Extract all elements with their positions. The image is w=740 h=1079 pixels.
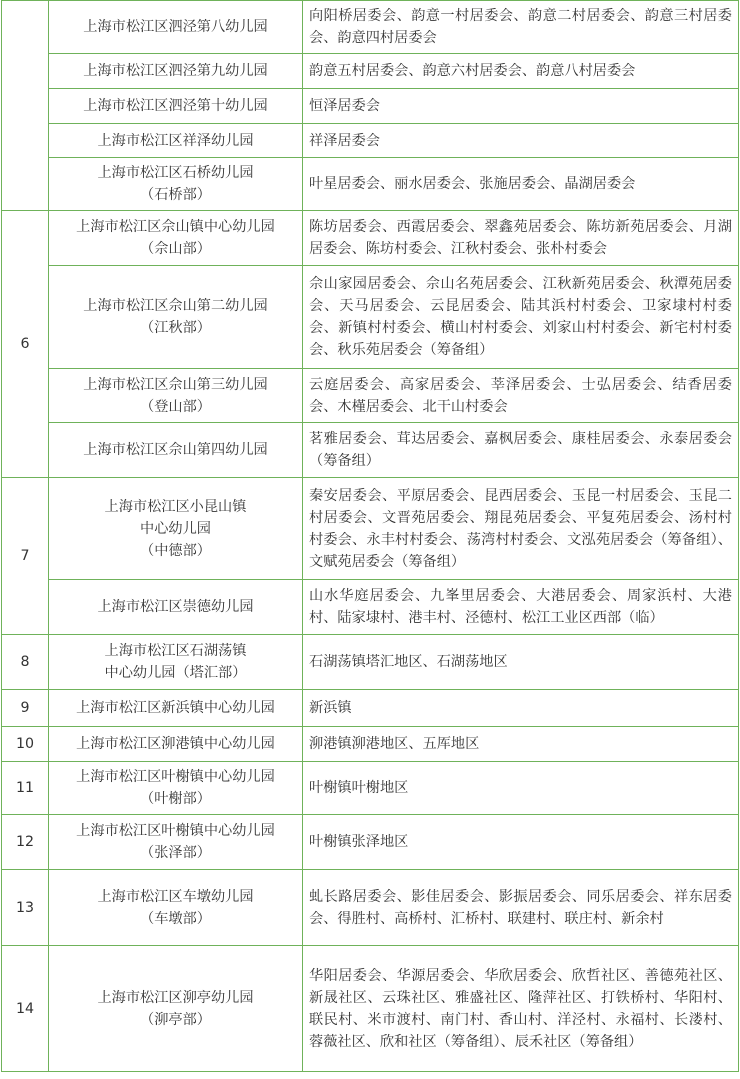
kindergarten-name-cell (49, 423, 303, 478)
kindergarten-name: 上海市松江区崇德幼儿园 (97, 599, 254, 615)
group-number-cell: 7 (2, 478, 49, 635)
group-number-cell: 6 (2, 211, 49, 478)
group-number-cell: 11 (2, 762, 49, 815)
kindergarten-name-cell (49, 369, 303, 423)
district-area-cell: 新浜镇 (303, 690, 739, 727)
district-area-cell: 山水华庭居委会、九峯里居委会、大港居委会、周家浜村、大港村、陆家埭村、港丰村、泾德村、松江工业区西部（临） (303, 580, 739, 635)
table-row (2, 158, 739, 211)
district-area-cell: 祥泽居委会 (303, 124, 739, 158)
table-row (2, 266, 739, 369)
table-row (2, 580, 739, 635)
kindergarten-name: 上海市松江区石桥幼儿园 （石桥部） (97, 165, 254, 203)
district-area-cell: 泖港镇泖港地区、五厍地区 (303, 727, 739, 762)
district-area-cell: 茗雅居委会、茸达居委会、嘉枫居委会、康桂居委会、永泰居委会（筹备组） (303, 423, 739, 478)
district-area-cell: 叶榭镇张泽地区 (303, 815, 739, 870)
district-area-cell: 秦安居委会、平原居委会、昆西居委会、玉昆一村居委会、玉昆二村居委会、文晋苑居委会、翔昆苑居委会、平复苑居委会、汤村村村委会、永丰村村委会、荡湾村村委会、文泓苑居委会（筹备组）、文赋苑居委会（筹备组） (303, 478, 739, 580)
district-area-cell: 华阳居委会、华源居委会、华欣居委会、欣哲社区、善德苑社区、新晟社区、云珠社区、雅盛社区、隆萍社区、打铁桥村、华阳村、联民村、米市渡村、南门村、香山村、洋泾村、永福村、长溇村、蓉薇社区、欣和社区（筹备组）、辰禾社区（筹备组） (303, 946, 739, 1072)
district-area-cell: 叶榭镇叶榭地区 (303, 762, 739, 815)
district-area-cell: 叶星居委会、丽水居委会、张施居委会、晶湖居委会 (303, 158, 739, 211)
kindergarten-name: 上海市松江区车墩幼儿园 （车墩部） (97, 888, 254, 927)
district-area-cell: 云庭居委会、高家居委会、莘泽居委会、士弘居委会、结香居委会、木槿居委会、北干山村委会 (303, 369, 739, 423)
table-row (2, 423, 739, 478)
kindergarten-name: 上海市松江区泗泾第九幼儿园 (83, 63, 268, 79)
kindergarten-name-cell (49, 690, 303, 727)
kindergarten-name-cell (49, 89, 303, 124)
table-body (2, 1, 739, 1072)
table-row (2, 762, 739, 815)
school-district-table (1, 0, 739, 1072)
kindergarten-name: 上海市松江区佘山第四幼儿园 (83, 442, 268, 458)
kindergarten-name: 上海市松江区祥泽幼儿园 (97, 132, 254, 149)
kindergarten-name: 上海市松江区小昆山镇 中心幼儿园 （中德部） (104, 498, 247, 559)
kindergarten-name: 上海市松江区叶榭镇中心幼儿园 （叶榭部） (76, 769, 275, 807)
kindergarten-name: 上海市松江区泗泾第八幼儿园 (83, 19, 268, 35)
table-row (2, 690, 739, 727)
kindergarten-name: 上海市松江区叶榭镇中心幼儿园 （张泽部） (76, 823, 275, 861)
district-area-cell: 佘山家园居委会、佘山名苑居委会、江秋新苑居委会、秋潭苑居委会、天马居委会、云昆居委会、陆其浜村村委会、卫家埭村村委会、新镇村村委会、横山村村委会、刘家山村村委会、新宅村村委会、秋乐苑居委会（筹备组） (303, 266, 739, 369)
district-area-cell: 陈坊居委会、西霞居委会、翠鑫苑居委会、陈坊新苑居委会、月湖居委会、陈坊村委会、江秋村委会、张朴村委会 (303, 211, 739, 266)
group-number-cell: 9 (2, 690, 49, 727)
district-area-cell: 恒泽居委会 (303, 89, 739, 124)
table-row (2, 369, 739, 423)
group-number-cell: 10 (2, 727, 49, 762)
district-area-cell: 石湖荡镇塔汇地区、石湖荡地区 (303, 635, 739, 690)
table-row (2, 870, 739, 946)
district-area-cell: 向阳桥居委会、韵意一村居委会、韵意二村居委会、韵意三村居委会、韵意四村居委会 (303, 1, 739, 54)
group-number-cell: 13 (2, 870, 49, 946)
kindergarten-name-cell (49, 946, 303, 1072)
group-number-cell: 8 (2, 635, 49, 690)
kindergarten-name-cell (49, 54, 303, 89)
group-number-cell: 14 (2, 946, 49, 1072)
group-number-cell: 12 (2, 815, 49, 870)
kindergarten-name: 上海市松江区泖亭幼儿园 （泖亭部） (97, 989, 254, 1028)
table-row (2, 89, 739, 124)
table-row (2, 478, 739, 580)
table-row (2, 727, 739, 762)
kindergarten-name: 上海市松江区石湖荡镇 中心幼儿园（塔汇部） (104, 643, 247, 681)
table-row (2, 1, 739, 54)
kindergarten-name-cell (49, 478, 303, 580)
kindergarten-name: 上海市松江区新浜镇中心幼儿园 (76, 700, 275, 716)
kindergarten-name-cell (49, 580, 303, 635)
table-row (2, 635, 739, 690)
kindergarten-name: 上海市松江区佘山镇中心幼儿园 （佘山部） (76, 219, 275, 257)
kindergarten-name: 上海市松江区泖港镇中心幼儿园 (76, 736, 275, 752)
district-area-cell: 虬长路居委会、影佳居委会、影振居委会、同乐居委会、祥东居委会、得胜村、高桥村、汇桥村、联建村、联庄村、新余村 (303, 870, 739, 946)
kindergarten-name: 上海市松江区泗泾第十幼儿园 (83, 98, 268, 114)
kindergarten-name-cell (49, 158, 303, 211)
group-number-cell (2, 1, 49, 211)
table-row (2, 124, 739, 158)
kindergarten-name-cell (49, 266, 303, 369)
table-row (2, 211, 739, 266)
kindergarten-name-cell (49, 815, 303, 870)
kindergarten-name-cell (49, 870, 303, 946)
kindergarten-name-cell (49, 635, 303, 690)
kindergarten-name-cell (49, 211, 303, 266)
table-row (2, 54, 739, 89)
table-row (2, 946, 739, 1072)
kindergarten-name-cell (49, 727, 303, 762)
table-row (2, 815, 739, 870)
district-area-cell: 韵意五村居委会、韵意六村居委会、韵意八村居委会 (303, 54, 739, 89)
kindergarten-name-cell (49, 124, 303, 158)
kindergarten-name: 上海市松江区佘山第二幼儿园 （江秋部） (83, 298, 268, 336)
kindergarten-name: 上海市松江区佘山第三幼儿园 （登山部） (83, 376, 268, 415)
kindergarten-name-cell (49, 762, 303, 815)
kindergarten-name-cell (49, 1, 303, 54)
